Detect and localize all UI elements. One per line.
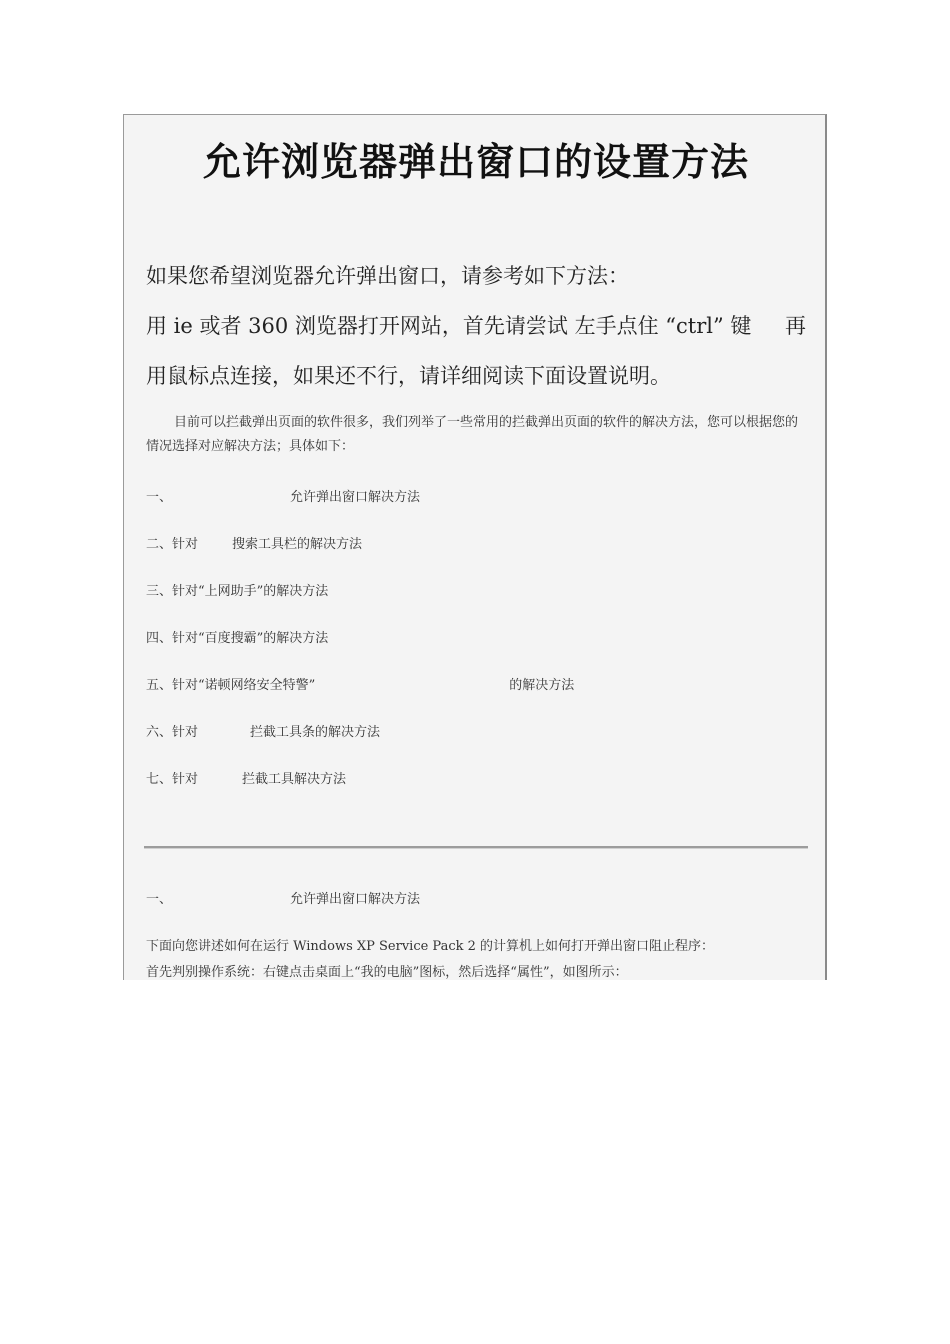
list-item [146, 486, 420, 505]
section-text-line-1: 下面向您讲述如何在运行 Windows XP Service Pack 2 的计算机上如何打开弹出窗口阻止程序： [146, 939, 715, 954]
list-item-prefix: 四、针对“百度搜霸”的解决方法 [146, 631, 329, 646]
intro-paragraph: 目前可以拦截弹出页面的软件很多，我们列举了一些常用的拦截弹出页面的软件的解决方法，您可以根据您的情况选择对应解决方法；具体如下： [146, 415, 799, 454]
list-item-prefix: 六、针对 [146, 725, 199, 740]
list-item-text: 搜索工具栏的解决方法 [232, 537, 363, 552]
list-item-prefix: 七、针对 [146, 772, 199, 787]
section-divider [144, 846, 808, 849]
list-item [146, 580, 328, 599]
section-heading-text: 允许弹出窗口解决方法 [290, 892, 421, 907]
list-item-text: 拦截工具解决方法 [242, 772, 347, 787]
list-item [146, 674, 574, 693]
section-text-line-2: 首先判别操作系统：右键点击桌面上“我的电脑”图标，然后选择“属性”，如图所示： [146, 965, 628, 980]
list-item [146, 768, 346, 787]
hint-line-1: 如果您希望浏览器允许弹出窗口，请参考如下方法： [146, 264, 629, 288]
list-item-text: 允许弹出窗口解决方法 [290, 490, 421, 505]
section-heading-prefix: 一、 [146, 892, 173, 907]
list-item [146, 533, 362, 552]
section-heading [146, 888, 420, 907]
hint-line-3: 用鼠标点连接，如果还不行，请详细阅读下面设置说明。 [146, 364, 671, 388]
list-item-prefix: 一、 [146, 490, 173, 505]
page-title: 允许浏览器弹出窗口的设置方法 [202, 140, 749, 184]
list-item [146, 721, 380, 740]
hint-line-2 [146, 313, 806, 339]
list-item-text: 的解决方法 [509, 678, 575, 693]
document-panel [123, 114, 827, 980]
list-item-text: 拦截工具条的解决方法 [250, 725, 381, 740]
hint-line-2-end: 再 [785, 314, 806, 338]
list-item-prefix: 五、针对“诺顿网络安全特警” [146, 678, 316, 693]
list-item-prefix: 二、针对 [146, 537, 199, 552]
list-item [146, 627, 328, 646]
hint-line-2-main: 用 ie 或者 360 浏览器打开网站，首先请尝试 左手点住 “ctrl” 键 [146, 314, 752, 338]
list-item-prefix: 三、针对“上网助手”的解决方法 [146, 584, 329, 599]
